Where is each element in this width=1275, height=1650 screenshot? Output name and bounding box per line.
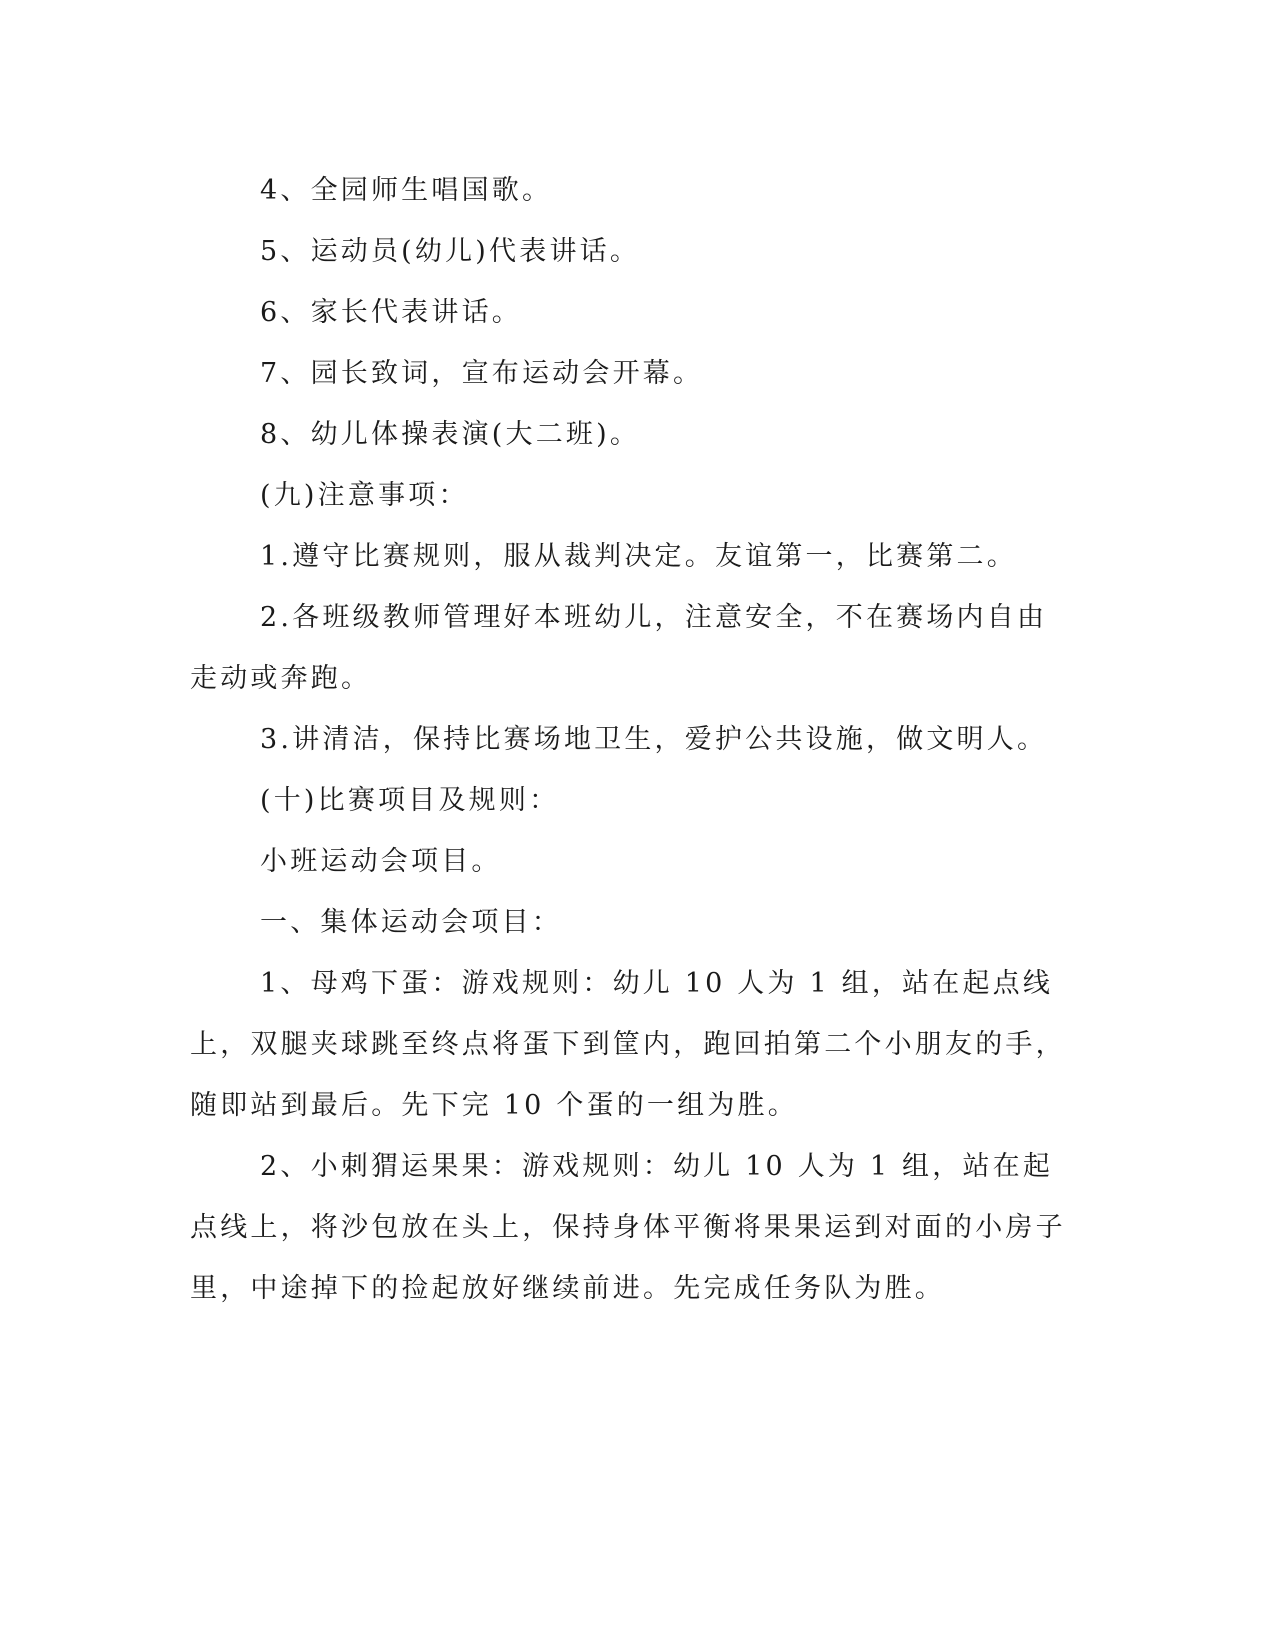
note-item-1: 1.遵守比赛规则，服从裁判决定。友谊第一，比赛第二。 [260, 541, 1017, 572]
event-item-1: 1、母鸡下蛋：游戏规则：幼儿 10 人为 1 组，站在起点线上，双腿夹球跳至终点将蛋下到筐内，跑回拍第二个小朋友的手，随即站到最后。先下完 10 个蛋的一组为胜。 [190, 968, 1066, 1121]
paragraph-item-6: 6、家长代表讲话。 [260, 297, 522, 328]
document-body [190, 160, 1075, 1319]
paragraph-item-5: 5、运动员(幼儿)代表讲话。 [260, 236, 641, 267]
section-heading-events: (十)比赛项目及规则： [260, 785, 560, 816]
subheading-small-class: 小班运动会项目。 [260, 846, 502, 877]
paragraph-item-4: 4、全园师生唱国歌。 [260, 175, 553, 206]
note-item-3: 3.讲清洁，保持比赛场地卫生，爱护公共设施，做文明人。 [260, 724, 1048, 755]
section-heading-notes: (九)注意事项： [260, 480, 469, 511]
subheading-group-events: 一、集体运动会项目： [260, 907, 562, 938]
paragraph-item-7: 7、园长致词，宣布运动会开幕。 [260, 358, 704, 389]
paragraph-item-8: 8、幼儿体操表演(大二班)。 [260, 419, 641, 450]
note-item-2: 2.各班级教师管理好本班幼儿，注意安全，不在赛场内自由走动或奔跑。 [190, 602, 1048, 694]
event-item-2: 2、小刺猬运果果：游戏规则：幼儿 10 人为 1 组，站在起点线上，将沙包放在头上，保持身体平衡将果果运到对面的小房子里，中途掉下的捡起放好继续前进。先完成任务队为胜。 [190, 1151, 1066, 1304]
